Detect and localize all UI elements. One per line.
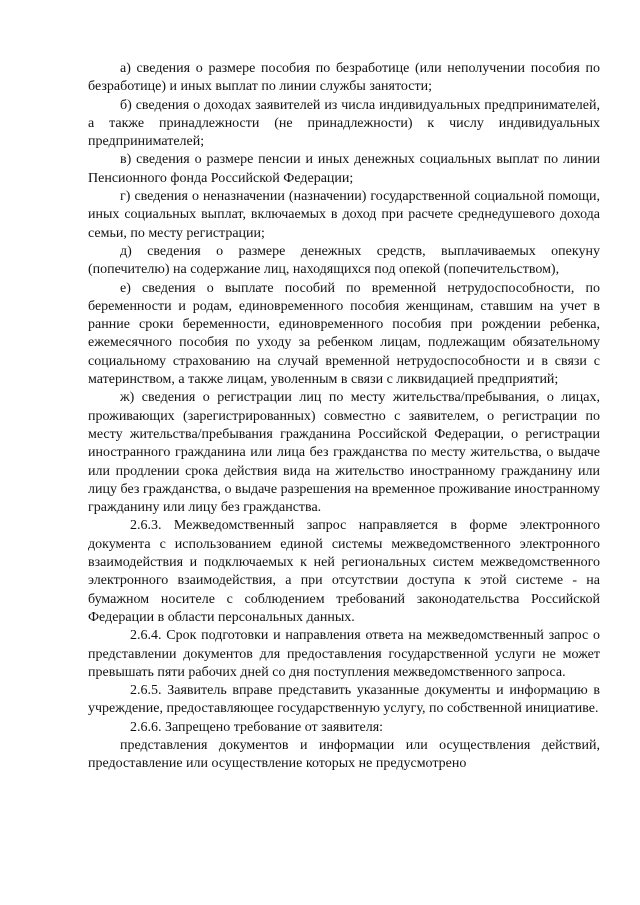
paragraph-d: д) сведения о размере денежных средств, выплачиваемых опекуну (попечителю) на содержание лиц, находящихся под опекой (попечительством), xyxy=(88,243,600,278)
paragraph-continuation: представления документов и информации или осуществления действий, предоставление или осуществление которых не предусмотрено xyxy=(88,737,600,772)
paragraph-zh: ж) сведения о регистрации лиц по месту жительства/пребывания, о лицах, проживающих (зарегистрированных) совместно с заявителем, о регистрации по месту жительства/пребывания гражданина Российской Федерации, о регистрации иностранного гражданина или лица без гражданства по месту жительства, о выдаче или продлении срока действия вида на жительство иностранному гражданину или лицу без гражданства, о выдаче разрешения на временное проживание иностранному гражданину или лицу без гражданства. xyxy=(88,390,600,516)
clause-2-6-3: 2.6.3. Межведомственный запрос направляется в форме электронного документа с использованием единой системы межведомственного электронного взаимодействия и подключаемых к ней региональных систем межведомственного электронного взаимодействия, а при отсутствии доступа к этой системе - на бумажном носителе с соблюдением требований законодательства Российской Федерации в области персональных данных. xyxy=(88,518,600,625)
paragraph-g: г) сведения о неназначении (назначении) государственной социальной помощи, иных социальных выплат, включаемых в доход при расчете среднедушевого дохода семьи, по месту регистрации; xyxy=(88,189,600,241)
paragraph-b: б) сведения о доходах заявителей из числа индивидуальных предпринимателей, а также принадлежности (не принадлежности) к числу индивидуальных предпринимателей; xyxy=(88,97,600,150)
document-page xyxy=(88,60,600,774)
paragraph-v: в) сведения о размере пенсии и иных денежных социальных выплат по линии Пенсионного фонда Российской Федерации; xyxy=(88,152,600,186)
paragraph-a: а) сведения о размере пособия по безработице (или неполучении пособия по безработице) и иных выплат по линии службы занятости; xyxy=(88,61,600,95)
paragraph-e: е) сведения о выплате пособий по временной нетрудоспособности, по беременности и родам, единовременного пособия женщинам, ставшим на учет в ранние сроки беременности, единовременного пособия при рождении ребенка, ежемесячного пособия по уходу за ребенком лицам, подлежащим обязательному социальному страхованию на случай временной нетрудоспособности и в связи с материнством, а также лицам, уволенным в связи с ликвидацией предприятий; xyxy=(88,280,600,388)
clause-2-6-6: 2.6.6. Запрещено требование от заявителя: xyxy=(130,719,384,735)
clause-2-6-5: 2.6.5. Заявитель вправе представить указанные документы и информацию в учреждение, предоставляющее государственную услугу, по собственной инициативе. xyxy=(88,683,600,717)
clause-2-6-4: 2.6.4. Срок подготовки и направления ответа на межведомственный запрос о представлении документов для предоставления государственной услуги не может превышать пяти рабочих дней со дня поступления межведомственного запроса. xyxy=(88,628,600,680)
